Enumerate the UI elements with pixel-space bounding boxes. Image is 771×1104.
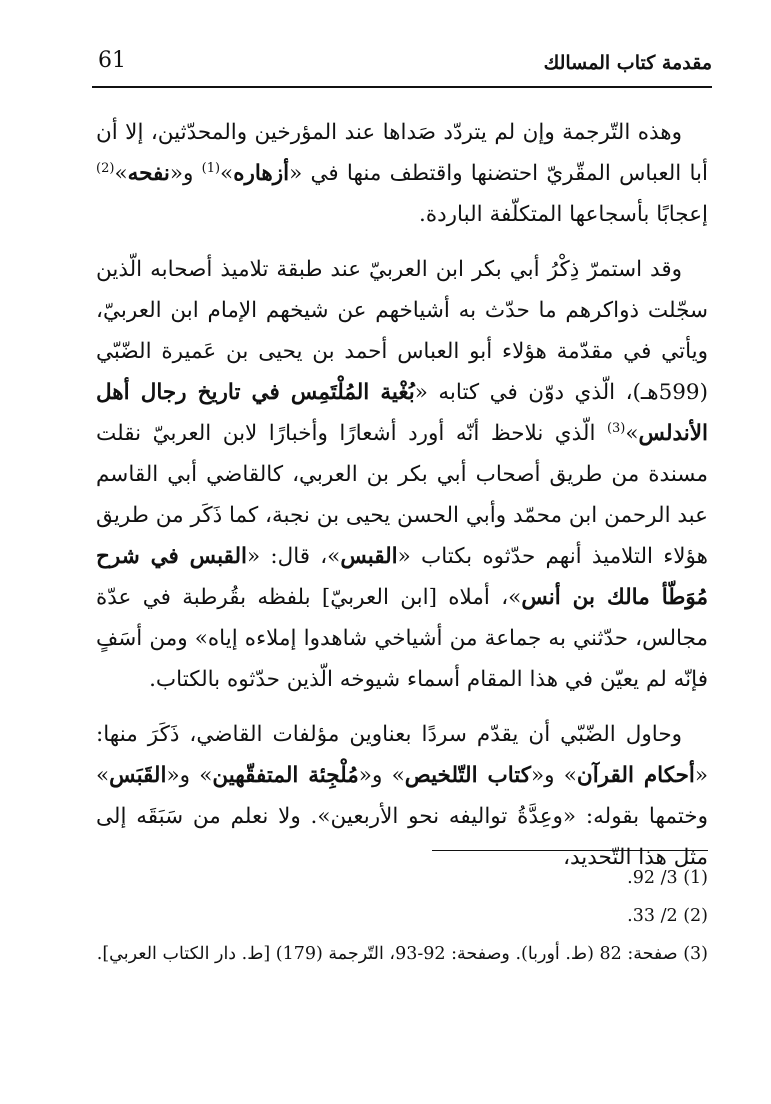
text-run: وهذه التّرجمة وإن لم يتردّد صَداها عند المؤرخين والمحدّثين، إلا أن أبا العباس المقّريّ احتضنها واقتطف منها في « bbox=[96, 120, 708, 186]
book-title-azhar: أزهاره bbox=[233, 161, 290, 186]
paragraph-1 bbox=[96, 112, 708, 235]
text-run: » و« bbox=[166, 763, 213, 788]
footnote-3: (3) صفحة: 82 (ط. أوربا). وصفحة: 92-93، التّرجمة (179) [ط. دار الكتاب العربي]. bbox=[96, 944, 708, 964]
text-run: » و« bbox=[358, 763, 405, 788]
text-run: إعجابًا بأسجاعها المتكلّفة الباردة. bbox=[419, 202, 708, 227]
text-run: » وختمها بقوله: «وعِدَّةُ تواليفه نحو الأربعين». ولا نعلم من سَبَقَه إلى مثل هذا التّحديد، bbox=[96, 763, 708, 870]
book-title-talkhis: كتاب التّلخيص bbox=[404, 763, 531, 788]
page-number: 61 bbox=[98, 48, 126, 73]
text-run: وحاول الضّبّي أن يقدّم سردًا بعناوين مؤلفات القاضي، ذَكَرَ منها: « bbox=[96, 722, 708, 788]
text-run: » bbox=[625, 421, 639, 446]
header-rule bbox=[92, 86, 712, 88]
text-run: »، أملاه [ابن العربيّ] بلفظه بقُرطبة في عدّة مجالس، حدّثني به جماعة من أشياخي شاهدوا إملاءه إياه» ومن أسَفٍ فإنّه لم يعيّن في هذا المقام أسماء شيوخه الّذين حدّثوه بالكتاب. bbox=[96, 585, 708, 692]
footnote-rule bbox=[432, 850, 708, 851]
book-title-bughya: بُغْية المُلْتَمِس في تاريخ رجال أهل الأندلس bbox=[96, 380, 708, 446]
book-title-nafh: نفحه bbox=[127, 161, 170, 186]
text-run: وقد استمرّ ذِكْرُ أبي بكر ابن العربيّ عند طبقة تلاميذ أصحابه الّذين سجّلت ذواكرهم ما حدّث به أشياخهم عن شيخهم الإمام ابن العربيّ، ويأتي في مقدّمة هؤلاء أبو العباس أحمد بن يحيى بن عَميرة الضّبّي (599هـ)، الّذي دوّن في كتابه « bbox=[96, 257, 708, 405]
text-run: » bbox=[220, 161, 234, 186]
paragraph-3 bbox=[96, 714, 708, 878]
text-run: »، قال: « bbox=[246, 544, 341, 569]
book-title-qabas-2: القَبَس bbox=[109, 763, 167, 788]
paragraph-2 bbox=[96, 249, 708, 700]
footnotes bbox=[96, 860, 708, 974]
footnote-ref-3: (3) bbox=[606, 420, 626, 436]
book-title-ahkam: أحكام القرآن bbox=[576, 763, 695, 788]
page-header bbox=[92, 44, 712, 84]
text-run: » bbox=[114, 161, 128, 186]
footnote-2: (2) 2/ 33. bbox=[627, 906, 708, 926]
book-title-mulji: مُلْجِئة المتفقّهين bbox=[212, 763, 359, 788]
book-title-qabas-full: القبس في شرح مُوَطّأ مالك بن أنس bbox=[96, 544, 708, 610]
running-title: مقدمة كتاب المسالك bbox=[543, 52, 712, 74]
text-run: » و« bbox=[530, 763, 577, 788]
text-run: الّذي نلاحظ أنّه أورد أشعارًا وأخبارًا لابن العربيّ نقلت مسندة من طريق أصحاب أبي بكر بن العربي، كالقاضي أبي القاسم عبد الرحمن ابن محمّد وأبي الحسن يحيى بن نجبة، كما ذَكَر من طريق هؤلاء التلاميذ أنهم حدّثوه بكتاب « bbox=[96, 421, 709, 569]
footnote-ref-2: (2) bbox=[96, 160, 115, 176]
book-title-qabas: القبس bbox=[340, 544, 398, 569]
main-text bbox=[96, 112, 708, 878]
footnote-1: (1) 3/ 92. bbox=[627, 868, 708, 888]
footnote-ref-1: (1) bbox=[201, 160, 221, 176]
text-run: و« bbox=[169, 161, 202, 186]
